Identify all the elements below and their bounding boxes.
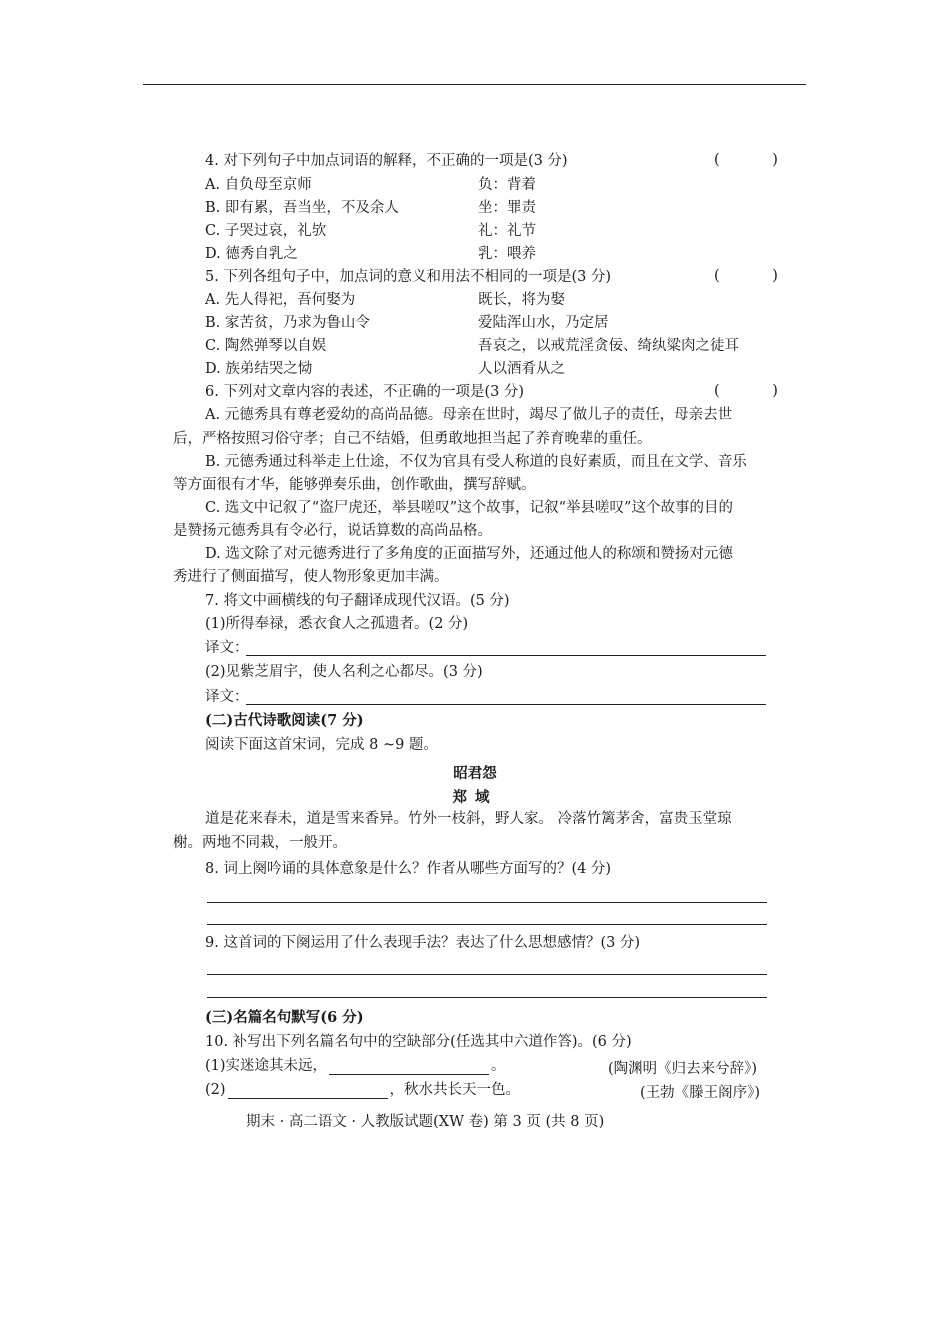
q6-line: 等方面很有才华，能够弹奏乐曲，创作歌曲，撰写辞赋。	[173, 477, 536, 493]
q6-line: B. 元德秀通过科举走上仕途，不仅为官具有受人称道的良好素质，而且在文学、音乐	[205, 454, 747, 470]
q4-gloss-a: 负：背着	[478, 177, 536, 193]
q5-pair-b: 爱陆浑山水，乃定居	[478, 315, 609, 331]
q5-pair-d: 人以酒肴从之	[478, 361, 565, 377]
q8-answer-line-2[interactable]	[207, 924, 767, 925]
section3-title: (三)名篇名句默写(6 分)	[205, 1009, 364, 1026]
q6-line: 是赞扬元德秀具有令必行，说话算数的高尚品格。	[173, 523, 492, 539]
q4-option-b: B. 即有累，吾当坐，不及余人	[205, 200, 399, 216]
q7-stem: 7. 将文中画横线的句子翻译成现代汉语。(5 分)	[205, 593, 510, 609]
q6-stem: 6. 下列对文章内容的表述，不正确的一项是(3 分)	[205, 384, 525, 400]
q4-option-c: C. 子哭过哀，礼欤	[205, 223, 327, 239]
q10-item-1-source: (陶渊明《归去来兮辞》)	[608, 1061, 758, 1077]
q5-option-a: A. 先人得祀，吾何娶为	[205, 292, 356, 308]
q5-stem: 5. 下列各组句子中，加点词的意义和用法不相同的一项是(3 分)	[205, 269, 612, 285]
section2-intro: 阅读下面这首宋词，完成 8 ~9 题。	[205, 737, 438, 753]
q4-gloss-d: 乳：喂养	[478, 246, 536, 262]
q6-line: A. 元德秀具有尊老爱幼的高尚品德。母亲在世时，竭尽了做儿子的责任，母亲去世	[205, 407, 733, 423]
poem-title: 昭君怨	[453, 765, 497, 782]
q4-option-a: A. 自负母至京师	[205, 177, 312, 193]
q10-item-1-after: 。	[491, 1058, 506, 1074]
q6-line: C. 选文中记叙了“盗尸虎还，举县嗟叹”这个故事，记叙“举县嗟叹”这个故事的目的	[205, 500, 733, 516]
q4-gloss-c: 礼：礼节	[478, 223, 536, 239]
poem-line-2: 榭。两地不同栽，一般开。	[173, 835, 347, 851]
q5-option-b: B. 家苦贫，乃求为鲁山令	[205, 315, 370, 331]
q5-option-d: D. 族弟结哭之恸	[205, 361, 313, 377]
q10-item-2-blank[interactable]	[228, 1084, 388, 1099]
page-footer: 期末 · 高二语文 · 人教版试题(XW 卷) 第 3 页 (共 8 页)	[246, 1114, 605, 1130]
q6-answer-bracket[interactable]: ( )	[714, 383, 802, 399]
q10-item-1-before: (1)实迷途其未远，	[205, 1058, 328, 1074]
q10-item-2-after: ，秋水共长天一色。	[389, 1082, 521, 1098]
q10-item-2-before: (2)	[205, 1082, 226, 1098]
poem-line-1: 道是花来春未，道是雪来香异。竹外一枝斜，野人家。 冷落竹篱茅舍，富贵玉堂琼	[205, 811, 732, 827]
q10-stem: 10. 补写出下列名篇名句中的空缺部分(任选其中六道作答)。(6 分)	[205, 1034, 632, 1050]
q5-pair-c: 吾哀之，以戒荒淫贪佞、绮纨粱肉之徒耳	[478, 338, 739, 354]
q7-sentence-2: (2)见紫芝眉宇，使人名利之心都尽。(3 分)	[205, 664, 483, 680]
q4-option-d: D. 德秀自乳之	[205, 246, 298, 262]
q6-line: 秀进行了侧面描写，使人物形象更加丰满。	[173, 569, 449, 585]
header-rule	[143, 84, 806, 85]
q10-item-1-blank[interactable]	[329, 1060, 489, 1075]
q10-item-2	[205, 1081, 520, 1099]
q6-line: 后，严格按照习俗守孝；自己不结婚，但勇敢地担当起了养育晚辈的重任。	[173, 431, 652, 447]
q10-item-2-source: (王勃《滕王阁序》)	[640, 1085, 761, 1101]
q8-stem: 8. 词上阕吟诵的具体意象是什么？作者从哪些方面写的？(4 分)	[205, 861, 612, 877]
q4-stem: 4. 对下列句子中加点词语的解释，不正确的一项是(3 分)	[205, 153, 568, 169]
section2-title: (二)古代诗歌阅读(7 分)	[205, 712, 364, 729]
q9-answer-line-1[interactable]	[207, 974, 767, 975]
q4-gloss-b: 坐：罪责	[478, 200, 536, 216]
q7-answer-label-1: 译文：	[205, 640, 249, 656]
q5-pair-a: 既长，将为娶	[478, 292, 565, 308]
q5-answer-bracket[interactable]: ( )	[714, 268, 802, 284]
q6-line: D. 选文除了对元德秀进行了多角度的正面描写外，还通过他人的称颂和赞扬对元德	[205, 546, 733, 562]
q4-answer-bracket[interactable]: ( )	[714, 152, 802, 168]
q7-answer-line-1[interactable]	[246, 655, 766, 656]
q7-answer-line-2[interactable]	[246, 704, 766, 705]
q5-option-c: C. 陶然弹琴以自娱	[205, 338, 327, 354]
poem-author: 郑域	[452, 789, 498, 806]
q9-stem: 9. 这首词的下阕运用了什么表现手法？表达了什么思想感情？(3 分)	[205, 935, 641, 951]
q8-answer-line-1[interactable]	[207, 902, 767, 903]
q7-answer-label-2: 译文：	[205, 689, 249, 705]
q9-answer-line-2[interactable]	[207, 997, 767, 998]
q10-item-1	[205, 1057, 506, 1075]
q7-sentence-1: (1)所得奉禄，悉衣食人之孤遗者。(2 分)	[205, 616, 469, 632]
